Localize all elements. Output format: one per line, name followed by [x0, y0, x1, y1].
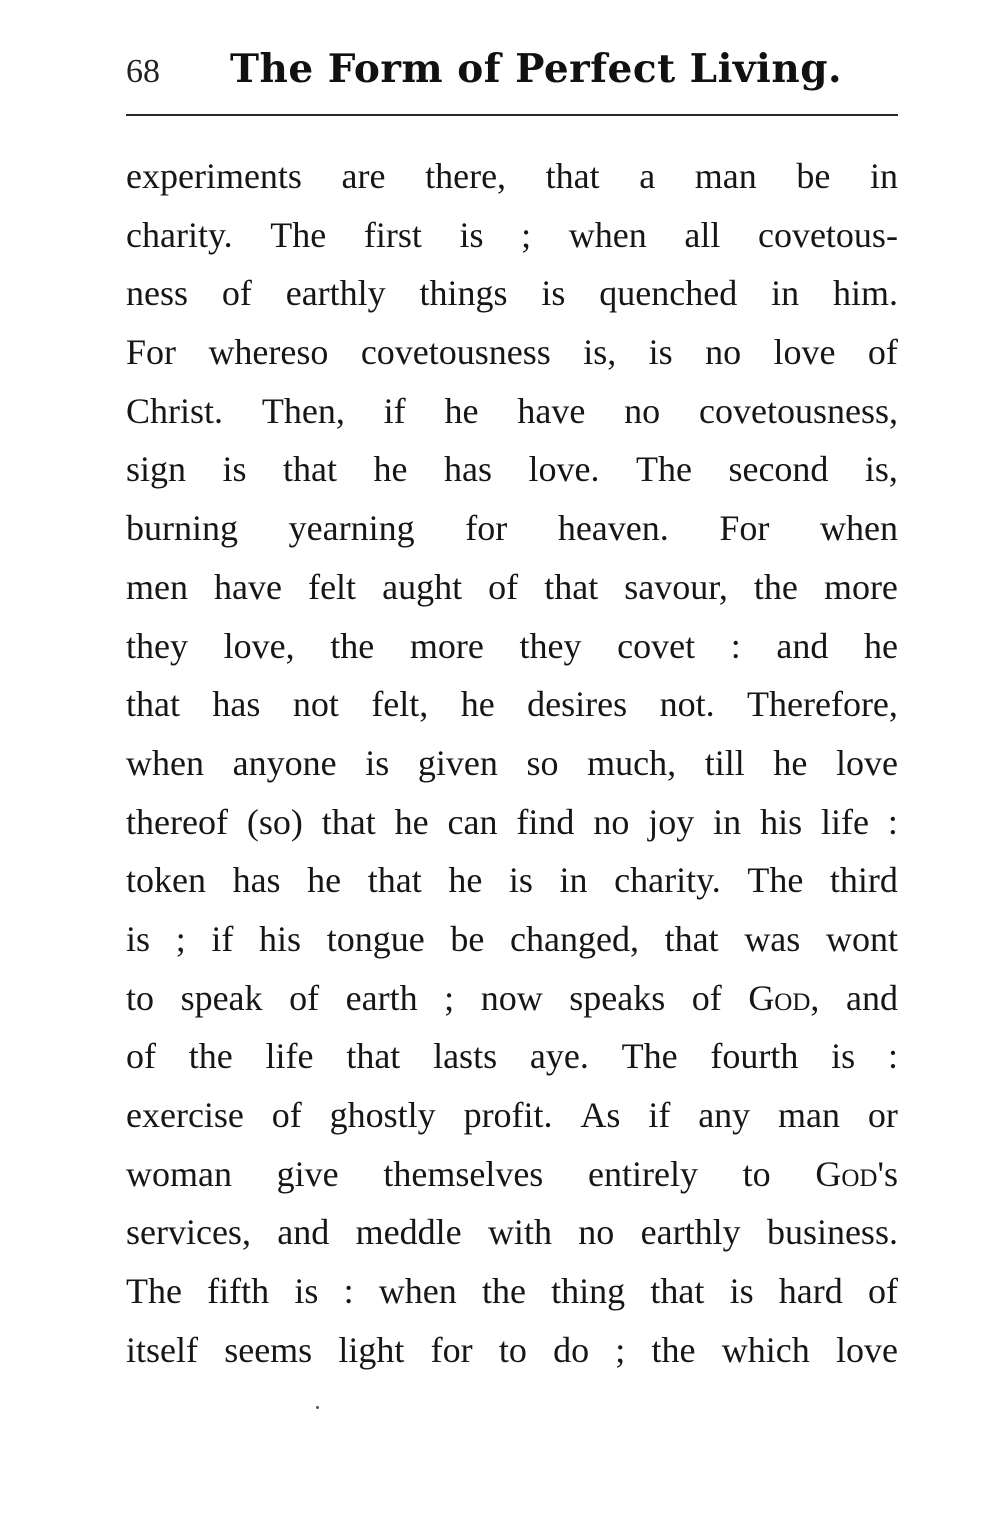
text-line: itself seems light for to do ; the which love — [126, 1329, 898, 1370]
text-line: woman give themselves entirely to God's — [126, 1153, 898, 1194]
running-head — [126, 44, 898, 104]
text-line: is ; if his tongue be changed, that was wont — [126, 918, 898, 959]
text-line: sign is that he has love. The second is, — [126, 449, 898, 490]
page-number: 68 — [126, 53, 160, 90]
header-rule — [126, 114, 898, 116]
text-line: Christ. Then, if he have no covetousness, — [126, 390, 898, 431]
running-title: The Form of Perfect Living. — [230, 46, 843, 92]
text-line: men have felt aught of that savour, the more — [126, 566, 898, 607]
text-line: services, and meddle with no earthly business. — [126, 1212, 898, 1253]
text-line: burning yearning for heaven. For when — [126, 508, 898, 549]
body-text — [126, 150, 898, 1382]
text-line: to speak of earth ; now speaks of God, and — [126, 977, 898, 1018]
text-line: charity. The first is ; when all covetous- — [126, 214, 898, 255]
text-line: For whereso covetousness is, is no love of — [126, 332, 898, 373]
text-line: ness of earthly things is quenched in him. — [126, 273, 898, 314]
ink-speck — [316, 1406, 319, 1409]
text-line: token has he that he is in charity. The third — [126, 860, 898, 901]
text-line: that has not felt, he desires not. Therefore, — [126, 684, 898, 725]
text-line: when anyone is given so much, till he love — [126, 742, 898, 783]
text-line: exercise of ghostly profit. As if any man or — [126, 1095, 898, 1135]
text-line: experiments are there, that a man be in — [126, 156, 898, 196]
text-line: of the life that lasts aye. The fourth is : — [126, 1036, 898, 1077]
text-line: they love, the more they covet : and he — [126, 625, 898, 666]
text-line: thereof (so) that he can find no joy in his life : — [126, 801, 898, 842]
text-line: The fifth is : when the thing that is hard of — [126, 1271, 898, 1312]
